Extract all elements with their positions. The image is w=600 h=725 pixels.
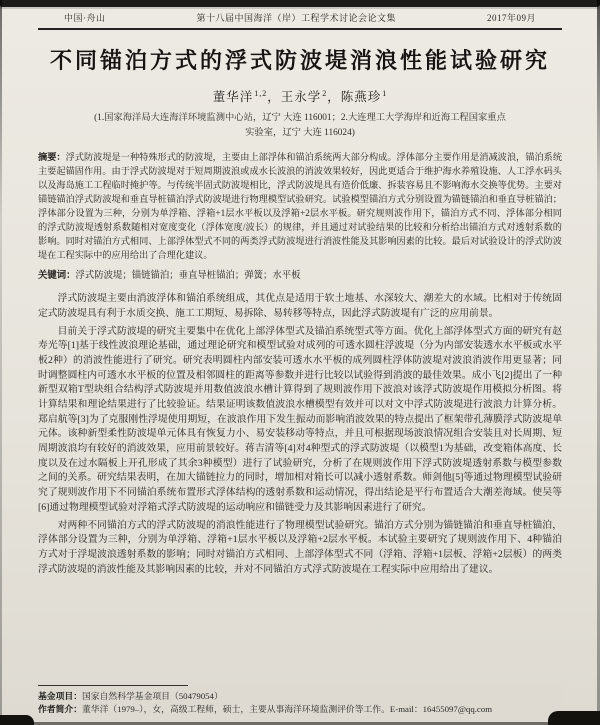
header-date: 2017年09月 (486, 13, 536, 23)
header-proceedings-title: 第十八届中国海洋（岸）工程学术讨论会论文集 (196, 13, 396, 23)
paper-title: 不同锚泊方式的浮式防波堤消浪性能试验研究 (49, 48, 550, 73)
header-rule (38, 28, 562, 30)
keywords (38, 268, 562, 283)
footnote-rule (38, 685, 188, 686)
abstract (38, 151, 562, 263)
author-2-name: 王永学 (280, 90, 322, 105)
body-text (38, 292, 562, 577)
page-header (38, 0, 562, 24)
bio-text: 董华洋（1979–），女，高级工程师，硕士，主要从事海洋环境监测评价等工作。E-mail：16455097@qq.com (82, 704, 493, 715)
header-location: 中国·舟山 (64, 13, 106, 23)
body-paragraph-2: 目前关于浮式防波堤的研究主要集中在优化上部浮体型式及锚泊系统型式等方面。优化上部浮体型式方面的研究有赵寿光等[1]基于线性波浪理论基础，通过理论研究和模型试验对成列的可透水圆柱浮波堤（分为内部安装透水水平板或水平板2种）的消波性能进行了研究。研究表明圆柱内部安装可透水水平板的成列圆柱浮体防波堤对波浪消波作用更显著；同时调整圆柱内可透水水平板的位置及相邻圆柱的距离等参数并进行比较以试验得到消波的最佳效果。成小飞[2]提出了一种新型双箱T型块组合结构浮式防波堤并用数值波浪水槽计算得到了规则波作用下波浪对该浮式防波堤作用模拟分析图。将计算结果和理论结果进行了比较验证。结果证明该数值波浪水槽模型有效并可以对文中浮式防波堤进行波浪力计算分析。郑启航等[3]为了克服刚性浮堤使用期短，在波浪作用下发生振动而影响消波效果的特点提出了框架带孔薄膜浮式防波堤单元体。该种新型柔性防波堤单元体具有恢复力小、易安装移动等特点，并且可根据现场波浪情况组合安装且对长周期、短周期波浪均有较好的消波效果，应用前景较好。蒋吉清等[4]对4种型式的浮式防波堤（以模型1为基础，改变箱体高度、长度以及在过水隔板上开孔形成了其余3种模型）进行了试验研究，分析了在规则波作用下浮式防波堤透射系数与模型参数之间的关系。研究结果表明，在加大锚链拉力的同时，增加相对箱长可以减小透射系数。师剑他[5]等通过物理模型试验研究了规则波作用下不同锚泊系统布置形式浮体结构的透射系数和运动情况，得出结论是平行布置适合大潮差海域。使吴等[6]通过物理模型试验对浮箱式浮式防波堤的运动响应和锚链受力及其影响因素进行了研究。 (38, 325, 562, 513)
keywords-label: 关键词： (38, 269, 76, 281)
fund-text: 国家自然科学基金项目（50479054） (82, 690, 223, 701)
body-paragraph-1: 浮式防波堤主要由消波浮体和锚泊系统组成，其优点是适用于软土地基、水深较大、潮差大的水域。比相对于传统固定式防波堤具有利于水质交换、施工工期短、易拆除、易转移等特点，因此浮式防波堤有广泛的应用前景。 (38, 293, 562, 319)
author-1 (213, 90, 268, 104)
author-3-name: 陈燕珍 (340, 90, 382, 105)
footnote-area (38, 681, 562, 717)
author-1-name: 董华洋 (212, 90, 254, 105)
keywords-text: 浮式防波堤；锚链锚泊；垂直导桩锚泊；弹簧；水平板 (75, 271, 301, 282)
fund-line (38, 690, 562, 704)
author-separator: ， (327, 90, 341, 105)
bio-line (38, 703, 562, 717)
author-3 (341, 90, 388, 104)
fund-label: 基金项目： (38, 690, 82, 701)
body-paragraph-3: 对两种不同锚泊方式的浮式防波堤的消浪性能进行了物理模型试验研究。锚泊方式分别为锚链锚泊和垂直导桩锚泊，浮体部分设置为三种，分别为单浮箱、浮箱+1层水平板以及浮箱+2层水平板。本试验主要研究了规则波作用下、4种锚泊方式对于浮堤波浪透射系数的影响；同时对锚泊方式相同、上部浮体型式不同（浮箱、浮箱+1层板、浮箱+2层板）的两类浮式防波堤的消波性能及其影响因素的比较，并对不同锚泊方式浮式防波堤在工程实际中应用给出了建议。 (38, 519, 562, 575)
abstract-label: 摘要： (38, 152, 66, 163)
affiliation-line-2: 实验室，辽宁 大连 116024) (245, 127, 355, 138)
affiliation-line-1: (1.国家海洋局大连海洋环境监测中心站，辽宁 大连 116001；2.大连理工大学海岸和近海工程国家重点 (94, 113, 506, 124)
affiliation (38, 111, 562, 140)
author-separator: ， (267, 90, 281, 105)
author-3-sup: 1 (382, 89, 388, 99)
bio-label: 作者简介： (38, 704, 82, 715)
abstract-text: 浮式防波堤是一种特殊形式的防波堤，主要由上部浮体和锚泊系统两大部分构成。浮体部分主要作用是消减波浪，锚泊系统主要起锚固作用。由于浮式防波堤对于短周期波浪或成水长波浪的消波效果较好，因此更适合于维护海水养殖设施、人工浮水码头以及海岛施工工程临时掩护等。与传统半固式防波堤相比，浮式防波堤具有造价低廉、拆装容易且不影响海水交换等优势。主要对锚链锚泊浮式防波堤和垂直导桩锚泊浮式防波堤进行物理模型试验研究。试验模型锚泊方式分别设置为锚链锚泊和垂直导桩锚泊；浮体部分设置为三种，分别为单浮箱、浮箱+1层水平板以及浮箱+2层水平板。研究规则波作用下，锚泊方式不同、浮体部分相同的浮式防波堤透射系数随相对宽度变化（浮体宽度/波长）的规律，并且通过对试验结果的比较和分析给出锚泊方式对透射系数的影响。同时对锚泊方式相同、上部浮体型式不同的两类浮式防波堤进行消波性能及其影响因素的比较。最后对试验设计的浮式防波堤在工程实际中的应用给出了合理化建议。 (38, 152, 563, 261)
author-2 (281, 90, 328, 104)
author-2-sup: 2 (322, 89, 328, 99)
authors-line (38, 87, 562, 105)
author-1-sup: 1,2 (254, 89, 268, 99)
